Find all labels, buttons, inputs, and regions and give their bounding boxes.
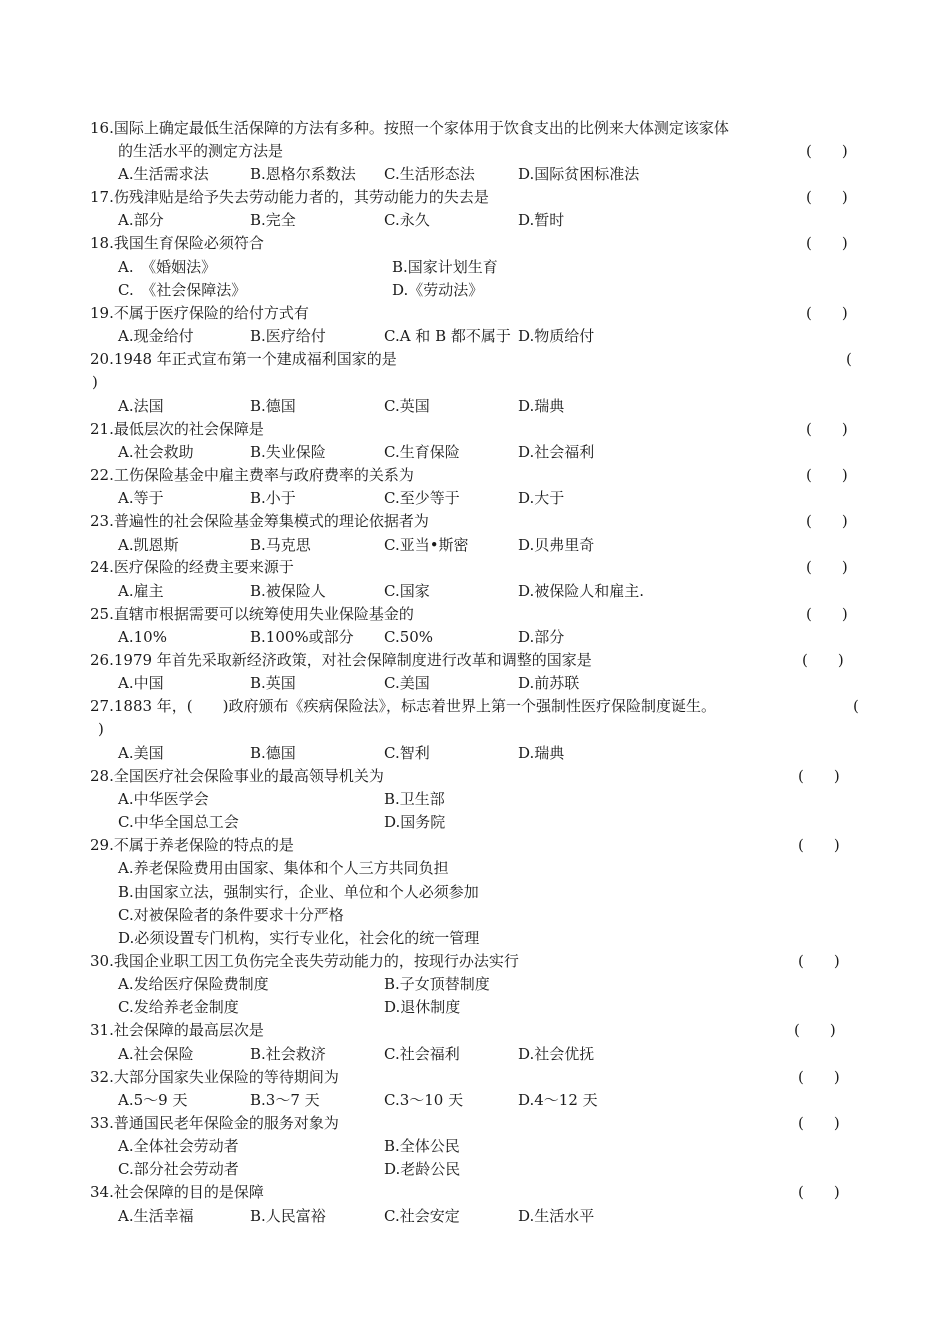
question-16-stem: [90, 118, 729, 138]
question-text: 工伤保险基金中雇主费率与政府费率的关系为: [113, 466, 414, 484]
option-d[interactable]: D.瑞典: [518, 397, 565, 415]
option-d[interactable]: D.生活水平: [518, 1207, 595, 1225]
option-b[interactable]: B.卫生部: [384, 790, 445, 808]
option-b[interactable]: B.由国家立法，强制实行，企业、单位和个人必须参加: [118, 883, 479, 901]
option-a[interactable]: A.发给医疗保险费制度: [118, 975, 269, 993]
option-a[interactable]: A.10%: [118, 628, 167, 646]
question-number: 25.: [90, 605, 114, 623]
answer-blank[interactable]: ( ): [798, 767, 840, 785]
option-a[interactable]: A.中国: [118, 674, 164, 692]
option-d[interactable]: D.物质给付: [518, 327, 595, 345]
question-28-stem: [90, 766, 384, 786]
question-number: 18.: [90, 234, 114, 252]
question-18-stem: [90, 233, 264, 253]
answer-blank[interactable]: ( ): [798, 1183, 840, 1201]
option-d[interactable]: D.老龄公民: [384, 1160, 461, 1178]
option-d[interactable]: D.大于: [518, 489, 565, 507]
question-text: 医疗保险的经费主要来源于: [113, 558, 294, 576]
option-c[interactable]: C.生活形态法: [384, 165, 475, 183]
option-b[interactable]: B.3～7 天: [250, 1091, 320, 1109]
question-text: 社会保障的最高层次是: [113, 1021, 264, 1039]
option-b[interactable]: B.马克思: [250, 536, 311, 554]
answer-blank[interactable]: ( ): [806, 466, 848, 484]
option-b[interactable]: B.被保险人: [250, 582, 326, 600]
question-31-stem: [90, 1020, 264, 1040]
question-number: 23.: [90, 512, 114, 530]
question-21-stem: [90, 419, 264, 439]
question-text: 1948 年正式宣布第一个建成福利国家的是: [113, 350, 397, 368]
question-29-stem: [90, 835, 294, 855]
question-text: 不属于养老保险的特点的是: [113, 836, 294, 854]
question-text: 直辖市根据需要可以统筹使用失业保险基金的: [113, 605, 414, 623]
answer-blank[interactable]: ( ): [794, 1021, 836, 1039]
question-17-stem: [90, 187, 489, 207]
question-text: 1979 年首先采取新经济政策，对社会保障制度进行改革和调整的国家是: [113, 651, 592, 669]
question-25-stem: [90, 604, 414, 624]
question-number: 27.: [90, 697, 114, 715]
answer-blank[interactable]: ( ): [806, 512, 848, 530]
question-16-stem-cont: 的生活水平的测定方法是: [118, 142, 284, 160]
question-24-stem: [90, 557, 294, 577]
option-d[interactable]: D.暂时: [518, 211, 565, 229]
option-d[interactable]: D.贝弗里奇: [518, 536, 595, 554]
option-a[interactable]: A.雇主: [118, 582, 164, 600]
question-number: 24.: [90, 558, 114, 576]
question-text: 不属于医疗保险的给付方式有: [113, 304, 309, 322]
option-d[interactable]: D.4～12 天: [518, 1091, 598, 1109]
option-a[interactable]: A.5～9 天: [118, 1091, 188, 1109]
question-23-stem: [90, 511, 429, 531]
question-text: 社会保障的目的是保障: [113, 1183, 264, 1201]
question-text: 大部分国家失业保险的等待期间为: [113, 1068, 339, 1086]
answer-blank[interactable]: ( ): [798, 836, 840, 854]
option-b[interactable]: B.小于: [250, 489, 296, 507]
option-b[interactable]: B.德国: [250, 397, 296, 415]
option-c[interactable]: C.发给养老金制度: [118, 998, 239, 1016]
question-text: 伤残津贴是给予失去劳动能力者的，其劳动能力的失去是: [113, 188, 489, 206]
question-number: 30.: [90, 952, 114, 970]
answer-blank[interactable]: ( ): [806, 142, 848, 160]
question-number: 26.: [90, 651, 114, 669]
option-d[interactable]: D.国际贫困标准法: [518, 165, 640, 183]
option-b[interactable]: B.德国: [250, 744, 296, 762]
question-22-stem: [90, 465, 414, 485]
option-d[interactable]: D.瑞典: [518, 744, 565, 762]
question-text: 普通国民老年保险金的服务对象为: [113, 1114, 339, 1132]
answer-blank-open[interactable]: (: [853, 697, 859, 715]
question-number: 17.: [90, 188, 114, 206]
question-number: 32.: [90, 1068, 114, 1086]
question-number: 29.: [90, 836, 114, 854]
option-c[interactable]: C.亚当•斯密: [384, 536, 469, 554]
answer-blank-close: ): [92, 373, 98, 391]
question-34-stem: [90, 1182, 264, 1202]
question-number: 20.: [90, 350, 114, 368]
option-d[interactable]: D.社会福利: [518, 443, 595, 461]
question-number: 34.: [90, 1183, 114, 1201]
answer-blank-open[interactable]: (: [846, 350, 852, 368]
option-c[interactable]: C.英国: [384, 397, 430, 415]
question-text: 1883 年，( )政府颁布《疾病保险法》，标志着世界上第一个强制性医疗保险制度诞生。: [113, 697, 717, 715]
question-19-stem: [90, 303, 309, 323]
question-number: 22.: [90, 466, 114, 484]
question-number: 16.: [90, 119, 114, 137]
option-a[interactable]: A.等于: [118, 489, 164, 507]
question-number: 19.: [90, 304, 114, 322]
option-a[interactable]: A. 《婚姻法》: [118, 258, 217, 276]
option-b[interactable]: B.国家计划生育: [392, 258, 498, 276]
option-d[interactable]: D.部分: [518, 628, 565, 646]
question-text: 我国生育保险必须符合: [113, 234, 264, 252]
question-text: 我国企业职工因工负伤完全丧失劳动能力的，按现行办法实行: [113, 952, 519, 970]
option-a[interactable]: A.社会保险: [118, 1045, 194, 1063]
option-a[interactable]: A.中华医学会: [118, 790, 209, 808]
option-d[interactable]: D.被保险人和雇主.: [518, 582, 645, 600]
answer-blank[interactable]: ( ): [806, 188, 848, 206]
option-a[interactable]: A.美国: [118, 744, 164, 762]
option-d[interactable]: D.必须设置专门机构，实行专业化，社会化的统一管理: [118, 929, 480, 947]
option-a[interactable]: A.法国: [118, 397, 164, 415]
question-32-stem: [90, 1067, 339, 1087]
question-33-stem: [90, 1113, 339, 1133]
option-b[interactable]: B.子女顶替制度: [384, 975, 490, 993]
option-c[interactable]: C.对被保险者的条件要求十分严格: [118, 906, 344, 924]
option-c[interactable]: C.国家: [384, 582, 430, 600]
answer-blank[interactable]: ( ): [802, 651, 844, 669]
option-c[interactable]: C.A 和 B 都不属于: [384, 327, 511, 345]
option-c[interactable]: C. 《社会保障法》: [118, 281, 247, 299]
option-b[interactable]: B.社会救济: [250, 1045, 326, 1063]
option-c[interactable]: C.部分社会劳动者: [118, 1160, 239, 1178]
option-c[interactable]: C.至少等于: [384, 489, 460, 507]
answer-blank[interactable]: ( ): [798, 1068, 840, 1086]
question-26-stem: [90, 650, 592, 670]
option-c[interactable]: C.美国: [384, 674, 430, 692]
option-a[interactable]: A.凯恩斯: [118, 536, 179, 554]
option-b[interactable]: B.英国: [250, 674, 296, 692]
option-a[interactable]: A.社会救助: [118, 443, 194, 461]
option-a[interactable]: A.部分: [118, 211, 164, 229]
answer-blank-close: ): [98, 720, 104, 738]
answer-blank[interactable]: ( ): [806, 605, 848, 623]
option-b[interactable]: B.失业保险: [250, 443, 326, 461]
option-c[interactable]: C.社会福利: [384, 1045, 460, 1063]
answer-blank[interactable]: ( ): [798, 1114, 840, 1132]
question-text: 国际上确定最低生活保障的方法有多种。按照一个家体用于饮食支出的比例来大体测定该家体: [113, 119, 729, 137]
question-text: 普遍性的社会保险基金筹集模式的理论依据者为: [113, 512, 429, 530]
option-c[interactable]: C.生育保险: [384, 443, 460, 461]
option-c[interactable]: C.中华全国总工会: [118, 813, 239, 831]
option-a[interactable]: A.现金给付: [118, 327, 194, 345]
option-a[interactable]: A.生活需求法: [118, 165, 209, 183]
option-a[interactable]: A.全体社会劳动者: [118, 1137, 239, 1155]
option-b[interactable]: B.恩格尔系数法: [250, 165, 356, 183]
question-number: 21.: [90, 420, 114, 438]
option-a[interactable]: A.生活幸福: [118, 1207, 194, 1225]
option-c[interactable]: C.永久: [384, 211, 430, 229]
question-number: 33.: [90, 1114, 114, 1132]
option-b[interactable]: B.全体公民: [384, 1137, 460, 1155]
question-number: 31.: [90, 1021, 114, 1039]
option-c[interactable]: C.社会安定: [384, 1207, 460, 1225]
option-d[interactable]: D.社会优抚: [518, 1045, 595, 1063]
option-b[interactable]: B.医疗给付: [250, 327, 326, 345]
option-c[interactable]: C.50%: [384, 628, 434, 646]
option-c[interactable]: C.智利: [384, 744, 430, 762]
question-number: 28.: [90, 767, 114, 785]
option-b[interactable]: B.100%或部分: [250, 628, 354, 646]
answer-blank[interactable]: ( ): [806, 234, 848, 252]
option-a[interactable]: A.养老保险费用由国家、集体和个人三方共同负担: [118, 859, 449, 877]
question-text: 全国医疗社会保险事业的最高领导机关为: [113, 767, 384, 785]
answer-blank[interactable]: ( ): [798, 952, 840, 970]
option-d[interactable]: D.国务院: [384, 813, 446, 831]
option-d[interactable]: D.《劳动法》: [392, 281, 484, 299]
option-c[interactable]: C.3～10 天: [384, 1091, 464, 1109]
question-27-stem: [90, 696, 716, 716]
answer-blank[interactable]: ( ): [806, 558, 848, 576]
answer-blank[interactable]: ( ): [806, 304, 848, 322]
question-20-stem: [90, 349, 397, 369]
answer-blank[interactable]: ( ): [806, 420, 848, 438]
question-30-stem: [90, 951, 519, 971]
question-text: 最低层次的社会保障是: [113, 420, 264, 438]
option-d[interactable]: D.前苏联: [518, 674, 580, 692]
option-b[interactable]: B.人民富裕: [250, 1207, 326, 1225]
option-d[interactable]: D.退休制度: [384, 998, 461, 1016]
option-b[interactable]: B.完全: [250, 211, 296, 229]
